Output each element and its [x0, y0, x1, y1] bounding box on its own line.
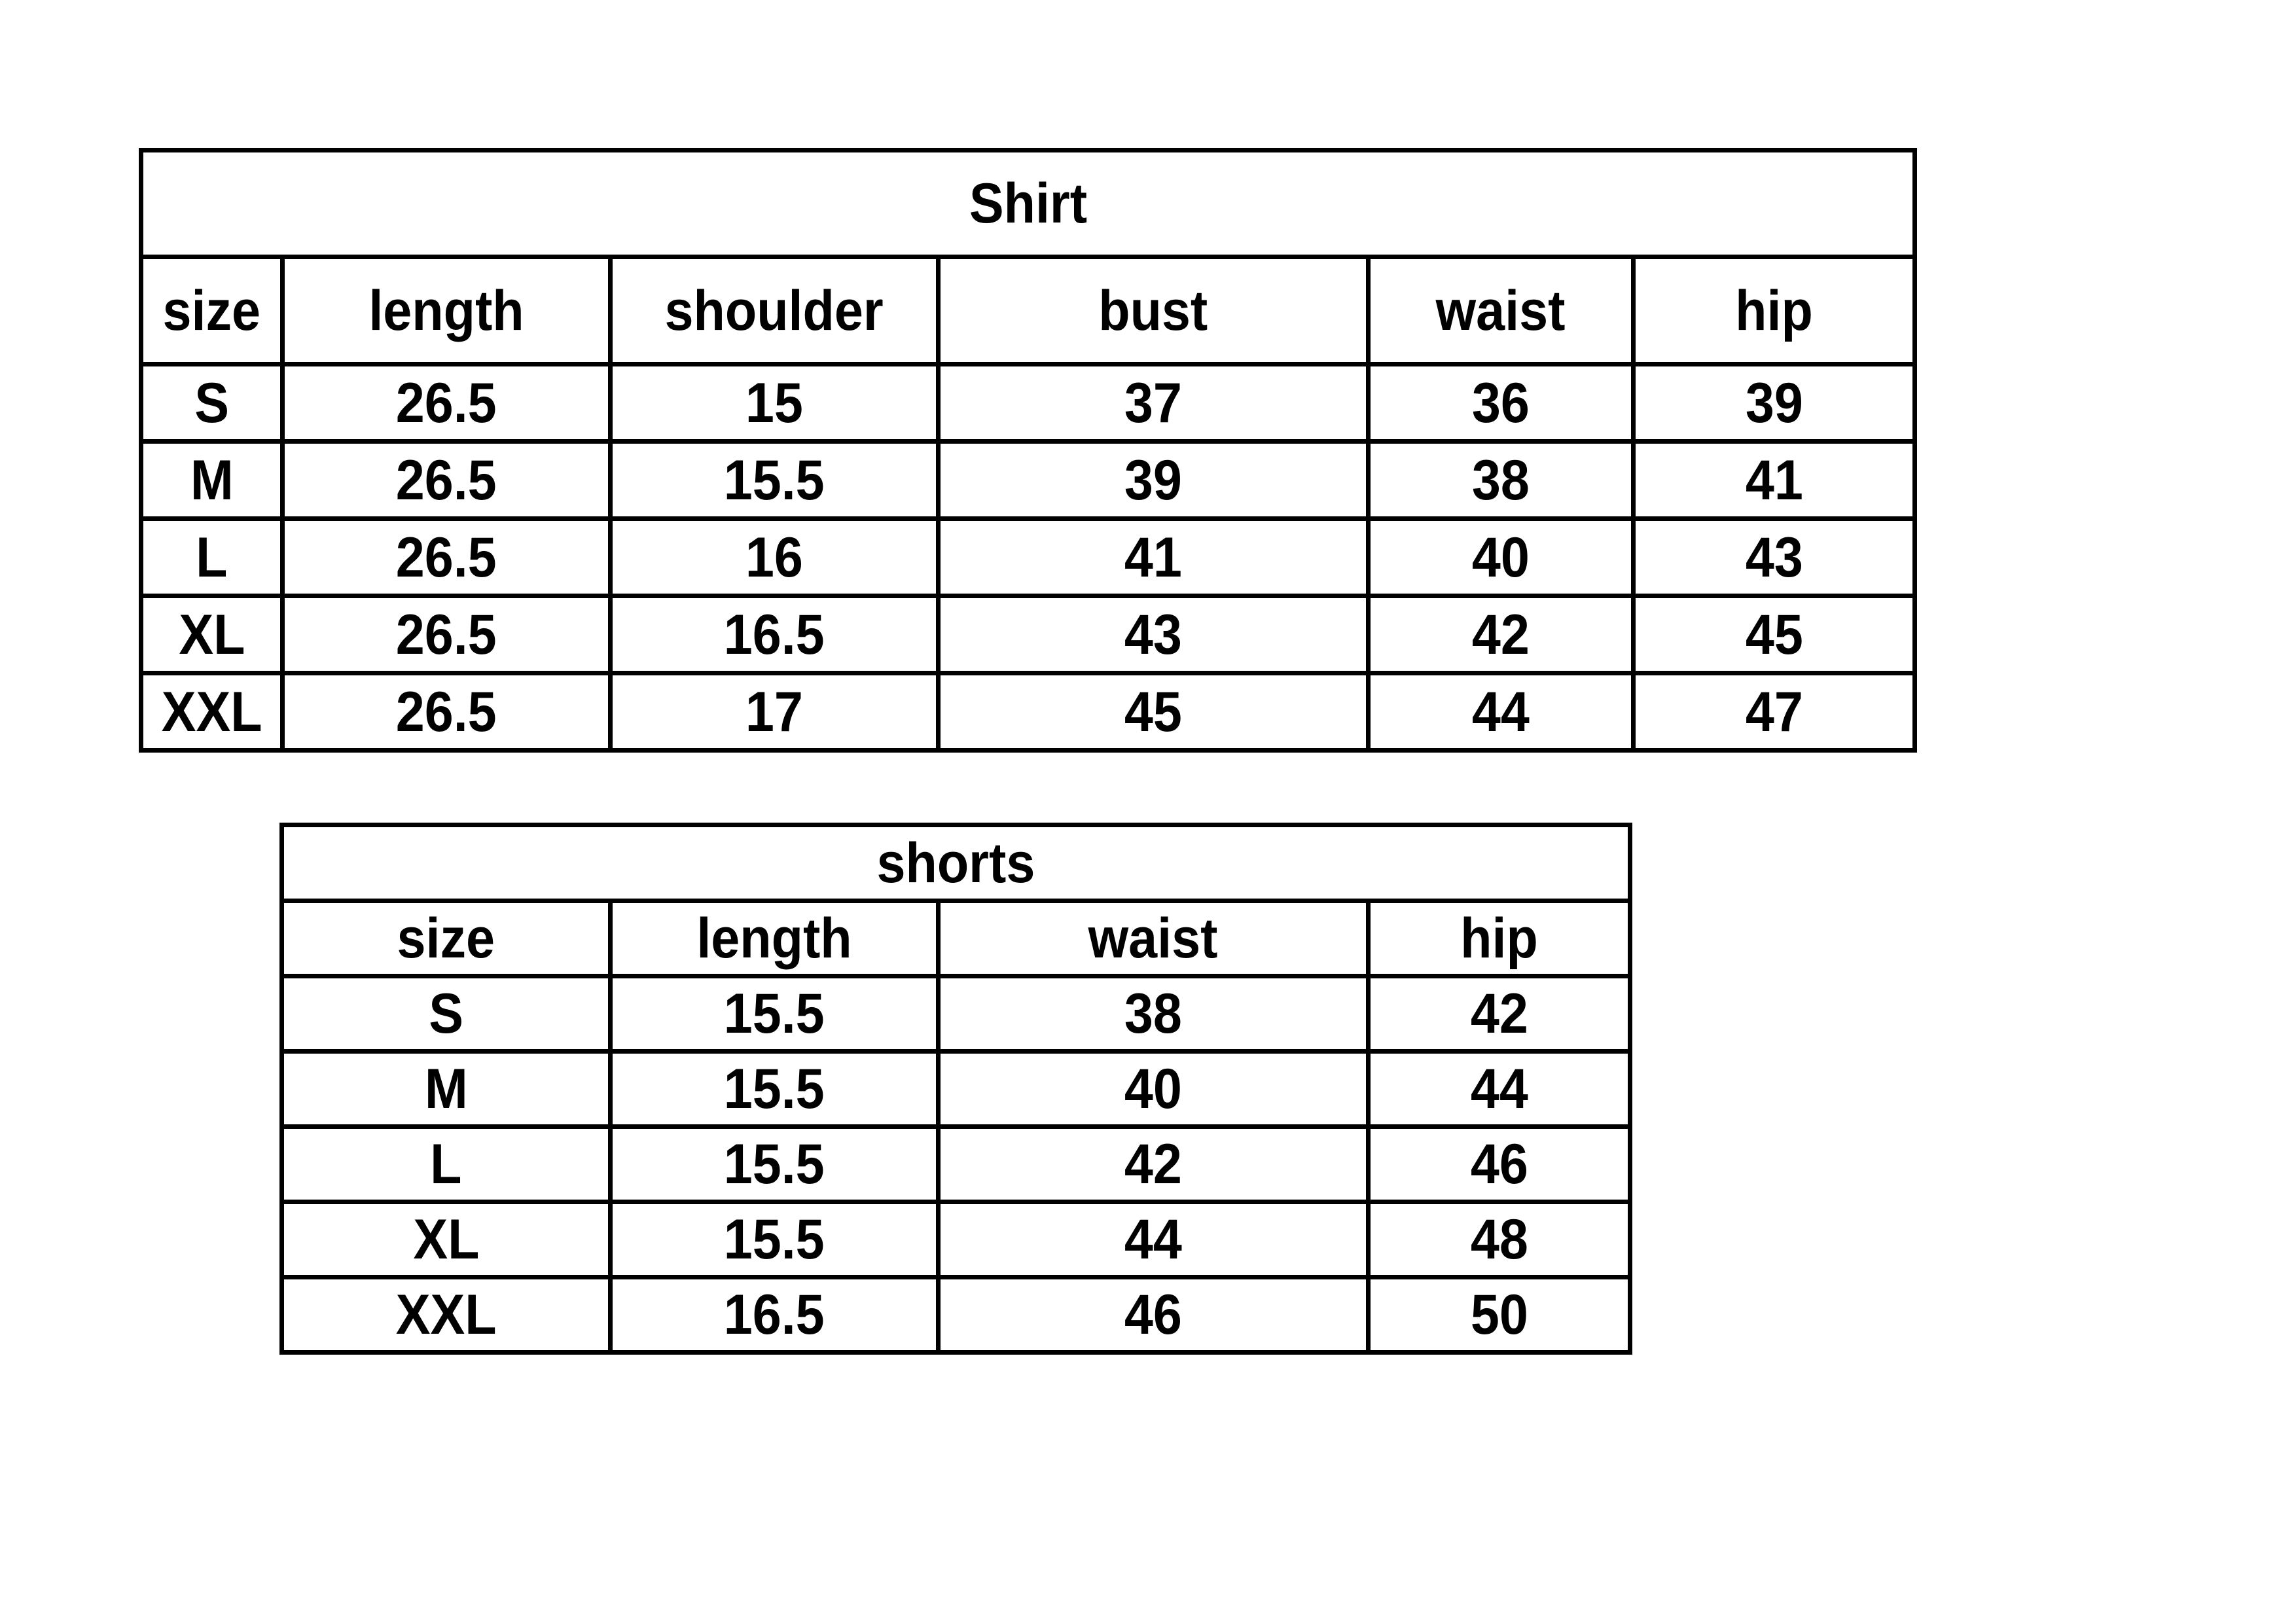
cell-text: 40 [1124, 1058, 1183, 1120]
shirt-header-hip [1634, 257, 1915, 365]
cell-text: 26.5 [395, 526, 497, 589]
header-text: size [397, 907, 495, 970]
cell-text: 44 [1471, 680, 1530, 743]
size-label-cell [141, 365, 283, 442]
shorts-header-row [282, 901, 1630, 976]
measurement-cell [939, 1277, 1369, 1353]
cell-text: 46 [1124, 1283, 1183, 1346]
measurement-cell [1634, 365, 1915, 442]
size-label-cell [282, 1202, 611, 1277]
measurement-cell [1369, 673, 1634, 751]
measurement-cell [283, 365, 611, 442]
shorts-header-hip [1369, 901, 1630, 976]
cell-text: 26.5 [395, 680, 497, 743]
cell-text: 47 [1745, 680, 1803, 743]
measurement-cell [1369, 365, 1634, 442]
header-text: hip [1735, 279, 1813, 342]
shorts-header-waist [939, 901, 1369, 976]
cell-text: 39 [1745, 371, 1803, 435]
measurement-cell [1369, 1052, 1630, 1127]
measurement-cell [1369, 519, 1634, 596]
table-row [141, 442, 1915, 519]
cell-text: XL [178, 603, 245, 666]
cell-text: XL [412, 1208, 480, 1271]
measurement-cell [611, 442, 939, 519]
cell-text: 15.5 [723, 1058, 825, 1120]
measurement-cell [939, 1202, 1369, 1277]
measurement-cell [611, 596, 939, 673]
cell-text: L [196, 526, 228, 589]
table-row [282, 1052, 1630, 1127]
header-text: waist [1088, 907, 1218, 970]
measurement-cell [939, 1127, 1369, 1202]
shorts-title-row [282, 825, 1630, 901]
measurement-cell [939, 519, 1369, 596]
shirt-size-table [139, 148, 1917, 753]
cell-text: 26.5 [395, 448, 497, 512]
shirt-table-title: Shirt [969, 172, 1087, 235]
measurement-cell [283, 596, 611, 673]
cell-text: 16.5 [723, 1283, 825, 1346]
measurement-cell [1369, 442, 1634, 519]
cell-text: 45 [1745, 603, 1803, 666]
size-label-cell [282, 976, 611, 1052]
cell-text: 39 [1124, 448, 1183, 512]
cell-text: 41 [1745, 448, 1803, 512]
shirt-header-length [283, 257, 611, 365]
cell-text: XXL [395, 1283, 497, 1346]
shorts-header-size [282, 901, 611, 976]
cell-text: 48 [1470, 1208, 1528, 1271]
measurement-cell [611, 365, 939, 442]
measurement-cell [939, 1052, 1369, 1127]
table-row [282, 976, 1630, 1052]
header-text: waist [1436, 279, 1566, 342]
measurement-cell [1369, 1202, 1630, 1277]
cell-text: 50 [1470, 1283, 1528, 1346]
header-text: shoulder [664, 279, 884, 342]
measurement-cell [1369, 976, 1630, 1052]
shirt-header-waist [1369, 257, 1634, 365]
table-row [282, 1277, 1630, 1353]
measurement-cell [611, 519, 939, 596]
header-text: length [368, 279, 524, 342]
table-row [282, 1127, 1630, 1202]
cell-text: 15 [745, 371, 804, 435]
cell-text: L [430, 1133, 462, 1196]
measurement-cell [611, 976, 939, 1052]
cell-text: 26.5 [395, 371, 497, 435]
measurement-cell [283, 519, 611, 596]
header-text: bust [1098, 279, 1208, 342]
measurement-cell [1634, 442, 1915, 519]
cell-text: 15.5 [723, 448, 825, 512]
cell-text: 15.5 [723, 1208, 825, 1271]
table-row [141, 596, 1915, 673]
cell-text: M [424, 1058, 468, 1120]
size-label-cell [282, 1127, 611, 1202]
cell-text: 15.5 [723, 982, 825, 1045]
cell-text: 15.5 [723, 1133, 825, 1196]
header-text: size [162, 279, 261, 342]
cell-text: 37 [1124, 371, 1183, 435]
measurement-cell [1369, 1127, 1630, 1202]
measurement-cell [1634, 596, 1915, 673]
measurement-cell [939, 442, 1369, 519]
cell-text: 26.5 [395, 603, 497, 666]
cell-text: 17 [745, 680, 804, 743]
size-label-cell [141, 442, 283, 519]
cell-text: 38 [1124, 982, 1183, 1045]
cell-text: 43 [1745, 526, 1803, 589]
cell-text: 44 [1124, 1208, 1183, 1271]
cell-text: 38 [1471, 448, 1530, 512]
measurement-cell [1369, 1277, 1630, 1353]
table-row [141, 365, 1915, 442]
cell-text: 42 [1124, 1133, 1183, 1196]
cell-text: 45 [1124, 680, 1183, 743]
measurement-cell [1369, 596, 1634, 673]
cell-text: 43 [1124, 603, 1183, 666]
shirt-header-row [141, 257, 1915, 365]
table-row [141, 673, 1915, 751]
cell-text: 42 [1471, 603, 1530, 666]
cell-text: 40 [1471, 526, 1530, 589]
shorts-header-length [611, 901, 939, 976]
cell-text: 41 [1124, 526, 1183, 589]
shorts-table-title: shorts [876, 831, 1035, 895]
measurement-cell [283, 442, 611, 519]
table-row [282, 1202, 1630, 1277]
cell-text: 36 [1471, 371, 1530, 435]
size-label-cell [141, 519, 283, 596]
measurement-cell [283, 673, 611, 751]
measurement-cell [611, 1052, 939, 1127]
size-label-cell [141, 673, 283, 751]
cell-text: XXL [161, 680, 262, 743]
size-label-cell [141, 596, 283, 673]
cell-text: 46 [1470, 1133, 1528, 1196]
header-text: hip [1460, 907, 1538, 970]
measurement-cell [1634, 519, 1915, 596]
cell-text: S [194, 371, 229, 435]
size-label-cell [282, 1277, 611, 1353]
shirt-header-size [141, 257, 283, 365]
cell-text: 44 [1470, 1058, 1528, 1120]
size-label-cell [282, 1052, 611, 1127]
measurement-cell [1634, 673, 1915, 751]
shorts-size-table [279, 823, 1632, 1355]
header-text: length [696, 907, 852, 970]
cell-text: S [429, 982, 463, 1045]
cell-text: M [190, 448, 234, 512]
measurement-cell [939, 673, 1369, 751]
cell-text: 42 [1470, 982, 1528, 1045]
measurement-cell [611, 1202, 939, 1277]
shirt-title-cell [141, 151, 1915, 257]
cell-text: 16.5 [723, 603, 825, 666]
measurement-cell [939, 976, 1369, 1052]
measurement-cell [939, 596, 1369, 673]
table-row [141, 519, 1915, 596]
shirt-header-bust [939, 257, 1369, 365]
shirt-title-row [141, 151, 1915, 257]
measurement-cell [939, 365, 1369, 442]
shorts-title-cell [282, 825, 1630, 901]
measurement-cell [611, 673, 939, 751]
cell-text: 16 [745, 526, 804, 589]
measurement-cell [611, 1127, 939, 1202]
shirt-header-shoulder [611, 257, 939, 365]
measurement-cell [611, 1277, 939, 1353]
